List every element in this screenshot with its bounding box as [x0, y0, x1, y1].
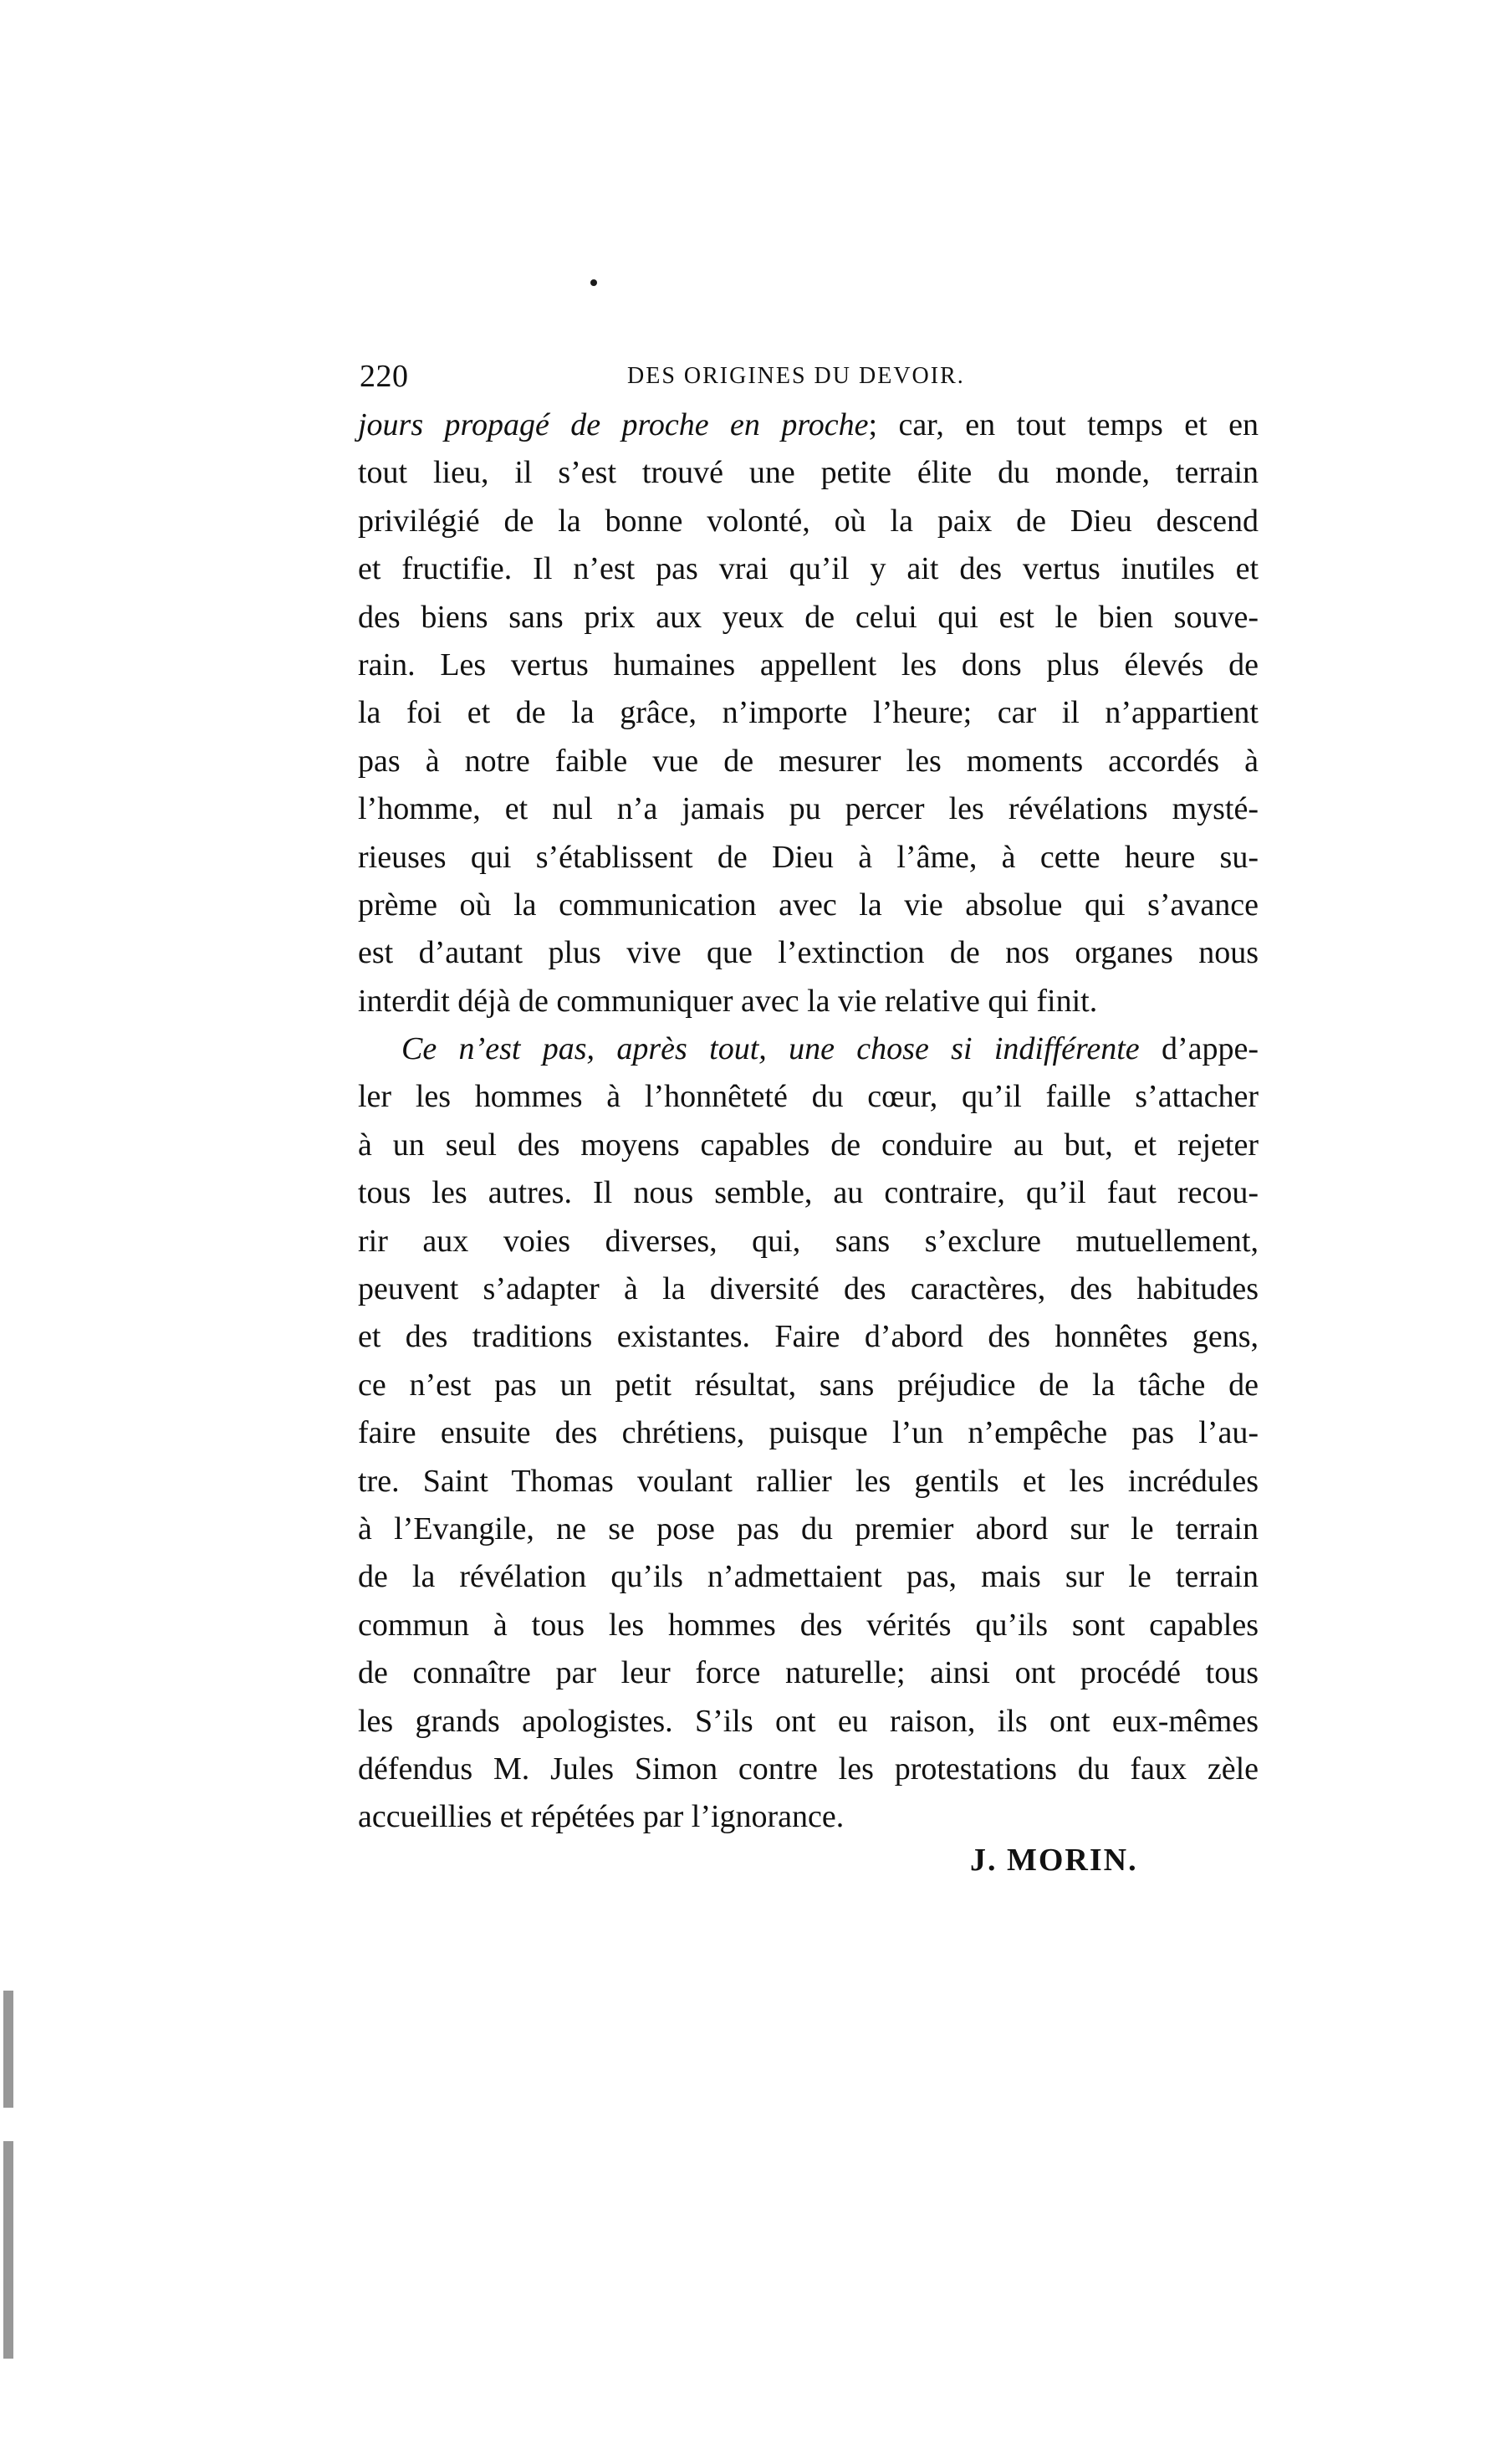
- text-line: [358, 1698, 1259, 1746]
- text-line: [358, 1122, 1259, 1169]
- paragraph: [358, 401, 1259, 1025]
- text-run: rieuses qui s’établissent de Dieu à l’âme, à cette heure su-: [358, 839, 1259, 875]
- text-run: de la révélation qu’ils n’admettaient pas, mais sur le terrain: [358, 1559, 1259, 1595]
- text-line: [358, 1025, 1259, 1073]
- text-run: ler les hommes à l’honnêteté du cœur, qu’il faille s’attacher: [358, 1079, 1259, 1115]
- text-run: tous les autres. Il nous semble, au contraire, qu’il faut recou-: [358, 1175, 1259, 1211]
- margin-scan-noise: [3, 2141, 13, 2359]
- text-line: [358, 1073, 1259, 1121]
- text-line: [358, 1746, 1259, 1793]
- text-line: [358, 1169, 1259, 1217]
- text-run: à l’Evangile, ne se pose pas du premier abord sur le terrain: [358, 1511, 1259, 1546]
- text-line: [358, 1362, 1259, 1409]
- text-run: tre. Saint Thomas voulant rallier les gentils et les incrédules: [358, 1463, 1259, 1499]
- text-line: [358, 929, 1259, 977]
- text-run: d’appe-: [1139, 1031, 1259, 1067]
- text-line: [358, 594, 1259, 642]
- page-header: [360, 351, 1154, 401]
- text-run: l’homme, et nul n’a jamais pu percer les révélations mysté-: [358, 791, 1259, 827]
- text-line: [358, 1458, 1259, 1505]
- text-run: peuvent s’adapter à la diversité des caractères, des habitudes: [358, 1271, 1259, 1307]
- paragraph: [358, 1025, 1259, 1842]
- italic-text: Ce n’est pas, après tout, une chose si indifférente: [401, 1031, 1140, 1067]
- text-run: rir aux voies diverses, qui, sans s’exclure mutuellement,: [358, 1223, 1259, 1259]
- text-line: [358, 1553, 1259, 1601]
- text-run: à un seul des moyens capables de conduire au but, et rejeter: [358, 1127, 1259, 1163]
- text-line: [358, 1218, 1259, 1265]
- text-line: [358, 1409, 1259, 1457]
- text-line: [358, 449, 1259, 497]
- text-line: [358, 498, 1259, 545]
- text-run: de connaître par leur force naturelle; ainsi ont procédé tous: [358, 1655, 1259, 1691]
- text-line: [358, 738, 1259, 785]
- text-run: pas à notre faible vue de mesurer les moments accordés à: [358, 743, 1259, 779]
- text-line: [358, 401, 1259, 449]
- text-run: prème où la communication avec la vie absolue qui s’avance: [358, 887, 1259, 923]
- text-line: [358, 785, 1259, 833]
- text-line: [358, 1265, 1259, 1313]
- text-run: ; car, en tout temps et en: [868, 407, 1259, 442]
- italic-text: jours propagé de proche en proche: [358, 407, 869, 442]
- text-line: [358, 978, 1259, 1025]
- text-line: [358, 1649, 1259, 1697]
- running-head: DES ORIGINES DU DEVOIR.: [627, 363, 965, 389]
- text-run: interdit déjà de communiquer avec la vie relative qui finit.: [358, 983, 1098, 1019]
- text-run: commun à tous les hommes des vérités qu’ils sont capables: [358, 1607, 1259, 1643]
- text-line: [358, 689, 1259, 737]
- text-run: des biens sans prix aux yeux de celui qui est le bien souve-: [358, 599, 1259, 635]
- text-run: défendus M. Jules Simon contre les protestations du faux zèle: [358, 1751, 1259, 1787]
- text-line: [358, 545, 1259, 593]
- ink-speck: [590, 279, 597, 286]
- author-signature: J. MORIN.: [970, 1843, 1138, 1878]
- text-run: rain. Les vertus humaines appellent les dons plus élevés de: [358, 647, 1259, 682]
- text-line: [358, 1313, 1259, 1361]
- text-run: ce n’est pas un petit résultat, sans préjudice de la tâche de: [358, 1367, 1259, 1403]
- text-run: est d’autant plus vive que l’extinction de nos organes nous: [358, 935, 1259, 971]
- text-line: [358, 834, 1259, 882]
- text-run: et des traditions existantes. Faire d’abord des honnêtes gens,: [358, 1319, 1259, 1355]
- text-run: tout lieu, il s’est trouvé une petite élite du monde, terrain: [358, 455, 1259, 491]
- text-line: [358, 882, 1259, 929]
- text-line: [358, 1505, 1259, 1553]
- text-run: faire ensuite des chrétiens, puisque l’un n’empêche pas l’au-: [358, 1415, 1259, 1451]
- text-run: privilégié de la bonne volonté, où la paix de Dieu descend: [358, 503, 1259, 539]
- page-number: 220: [360, 359, 409, 394]
- margin-scan-noise: [3, 1991, 13, 2108]
- text-run: la foi et de la grâce, n’importe l’heure; car il n’appartient: [358, 695, 1259, 731]
- text-line: [358, 1793, 1259, 1841]
- text-run: accueillies et répétées par l’ignorance.: [358, 1799, 845, 1835]
- text-run: et fructifie. Il n’est pas vrai qu’il y ait des vertus inutiles et: [358, 551, 1259, 587]
- body-text: [358, 401, 1259, 1842]
- text-line: [358, 642, 1259, 689]
- text-line: [358, 1602, 1259, 1649]
- text-run: les grands apologistes. S’ils ont eu raison, ils ont eux-mêmes: [358, 1703, 1259, 1739]
